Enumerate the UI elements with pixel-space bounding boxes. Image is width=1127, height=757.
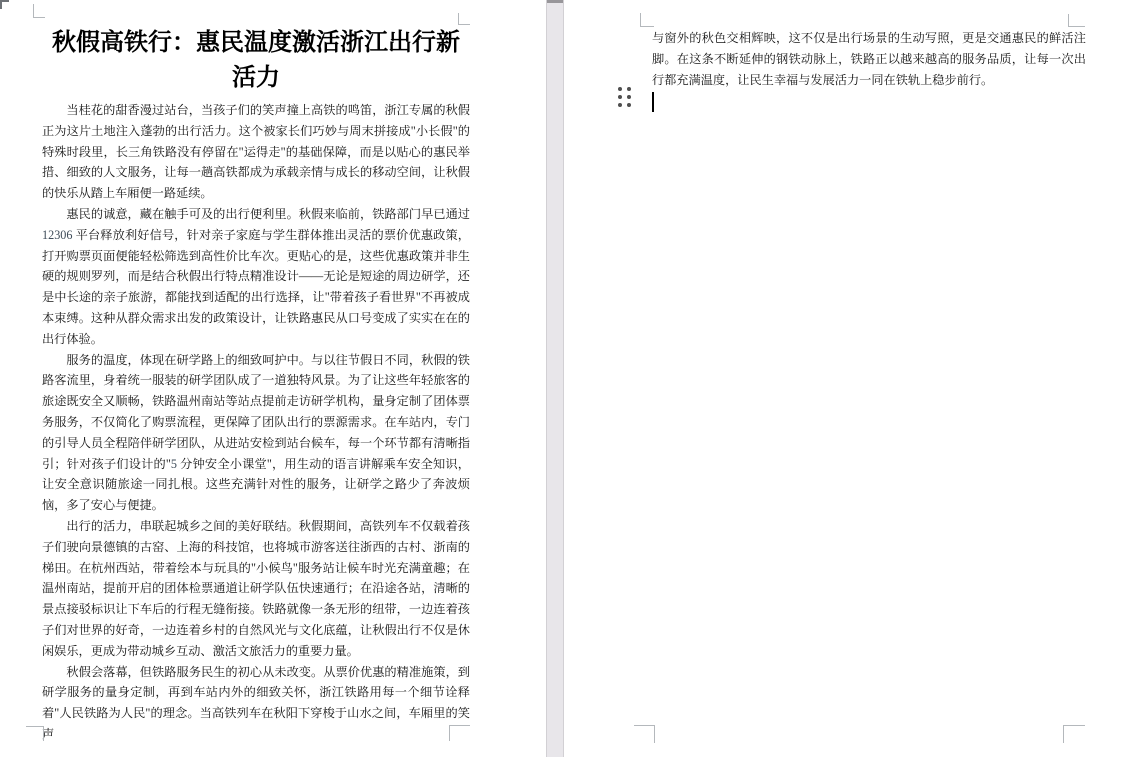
paragraph-5-continuation-text: 与窗外的秋色交相辉映，这不仅是出行场景的生动写照，更是交通惠民的鲜活注脚。在这条不断延伸的钢铁动脉上，铁路正以越来越高的服务品质，让每一次出行都充满温度，让民生幸福与发展活力一同在铁轨上稳步前行。 <box>652 31 1086 87</box>
drag-handle-dot <box>618 87 622 91</box>
paragraph-drag-handle-icon[interactable] <box>618 87 631 107</box>
page-corner-shadow <box>0 0 9 9</box>
paragraph-5-text: 秋假会落幕，但铁路服务民生的初心从未改变。从票价优惠的精准施策，到研学服务的量身定制，再到车站内外的细致关怀，浙江铁路用每一个细节诠释着"人民铁路为人民"的理念。当高铁列车在秋阳下穿梭于山水之间，车厢里的笑声 <box>42 664 470 741</box>
paragraph-1[interactable] <box>42 100 470 204</box>
paragraph-5[interactable] <box>42 662 470 745</box>
text-boundary-mark <box>458 13 470 25</box>
page-1-text-area <box>42 26 470 745</box>
page-gap-shadow <box>547 0 563 3</box>
text-boundary-mark <box>1068 14 1085 27</box>
paragraph-4[interactable] <box>42 516 470 662</box>
page-2[interactable] <box>563 0 1127 757</box>
text-boundary-mark <box>33 4 45 18</box>
text-boundary-mark <box>26 726 44 741</box>
text-boundary-mark <box>634 725 655 743</box>
paragraph-4-text: 出行的活力，串联起城乡之间的美好联结。秋假期间，高铁列车不仅载着孩子们驶向景德镇的古窑、上海的科技馆，也将城市游客送往浙西的古村、浙南的梯田。在杭州西站，带着绘本与玩具的"小候鸟"服务站让候车时光充满童趣；在温州南站，提前开启的团体检票通道让研学队伍快速通行；在沿途各站，清晰的景点接驳标识让下车后的行程无缝衔接。铁路就像一条无形的纽带，一边连着孩子们对世界的好奇，一边连着乡村的自然风光与文化底蕴，让秋假出行不仅是休闲娱乐，更成为带动城乡互动、激活文旅活力的重要力量。 <box>42 518 470 658</box>
text-boundary-mark <box>1063 725 1085 743</box>
paragraph-3-text-post: 分钟安全小课堂"，用生动的语言讲解乘车安全知识，让安全意识随旅途一同扎根。这些充满针对性的服务，让研学之路少了奔波烦恼，多了安心与便捷。 <box>42 456 470 513</box>
minutes-number-5: 5 <box>170 456 177 471</box>
paragraph-3-text-pre: 服务的温度，体现在研学路上的细致呵护中。与以往节假日不同，秋假的铁路客流里，身着统一服装的研学团队成了一道独特风景。为了让这些年轻旅客的旅途既安全又顺畅，铁路温州南站等站点提前走访研学机构，量身定制了团体票务服务，不仅简化了购票流程，更保障了团队出行的票源需求。在车站内，专门的引导人员全程陪伴研学团队，从进站安检到站台候车，每一个环节都有清晰指引；针对孩子们设计的" <box>42 352 470 471</box>
paragraph-1-text: 当桂花的甜香漫过站台，当孩子们的笑声撞上高铁的鸣笛，浙江专属的秋假正为这片土地注入蓬勃的出行活力。这个被家长们巧妙与周末拼接成"小长假"的特殊时段里，长三角铁路没有停留在"运得走"的基础保障，而是以贴心的惠民举措、细致的人文服务，让每一趟高铁都成为承载亲情与成长的移动空间，让秋假的快乐从踏上车厢便一路延续。 <box>42 103 470 201</box>
paragraph-2-text-post: 平台释放利好信号，针对亲子家庭与学生群体推出灵活的票价优惠政策，打开购票页面便能轻松筛选到高性价比车次。更贴心的是，这些优惠政策并非生硬的规则罗列，而是结合秋假出行特点精准设计——无论是短途的周边研学，还是中长途的亲子旅游，都能找到适配的出行选择，让"带着孩子看世界"不再被成本束缚。这种从群众需求出发的政策设计，让铁路惠民从口号变成了实实在在的出行体验。 <box>42 227 470 346</box>
text-boundary-mark <box>640 13 654 27</box>
paragraph-5-continuation[interactable] <box>652 28 1086 90</box>
text-cursor <box>652 92 654 112</box>
drag-handle-dot <box>627 87 631 91</box>
paragraph-2-text-pre: 惠民的诚意，藏在触手可及的出行便利里。秋假来临前，铁路部门早已通过 <box>66 206 470 221</box>
drag-handle-dot <box>627 95 631 99</box>
platform-number-12306: 12306 <box>42 227 73 242</box>
text-boundary-mark <box>449 725 470 741</box>
page-1[interactable] <box>0 0 547 757</box>
drag-handle-dot <box>618 95 622 99</box>
drag-handle-dot <box>627 103 631 107</box>
drag-handle-dot <box>618 103 622 107</box>
page-2-text-area <box>652 28 1086 90</box>
paragraph-3[interactable] <box>42 350 470 516</box>
document-title[interactable]: 秋假高铁行：惠民温度激活浙江出行新活力 <box>52 30 460 91</box>
paragraph-2[interactable] <box>42 204 470 350</box>
